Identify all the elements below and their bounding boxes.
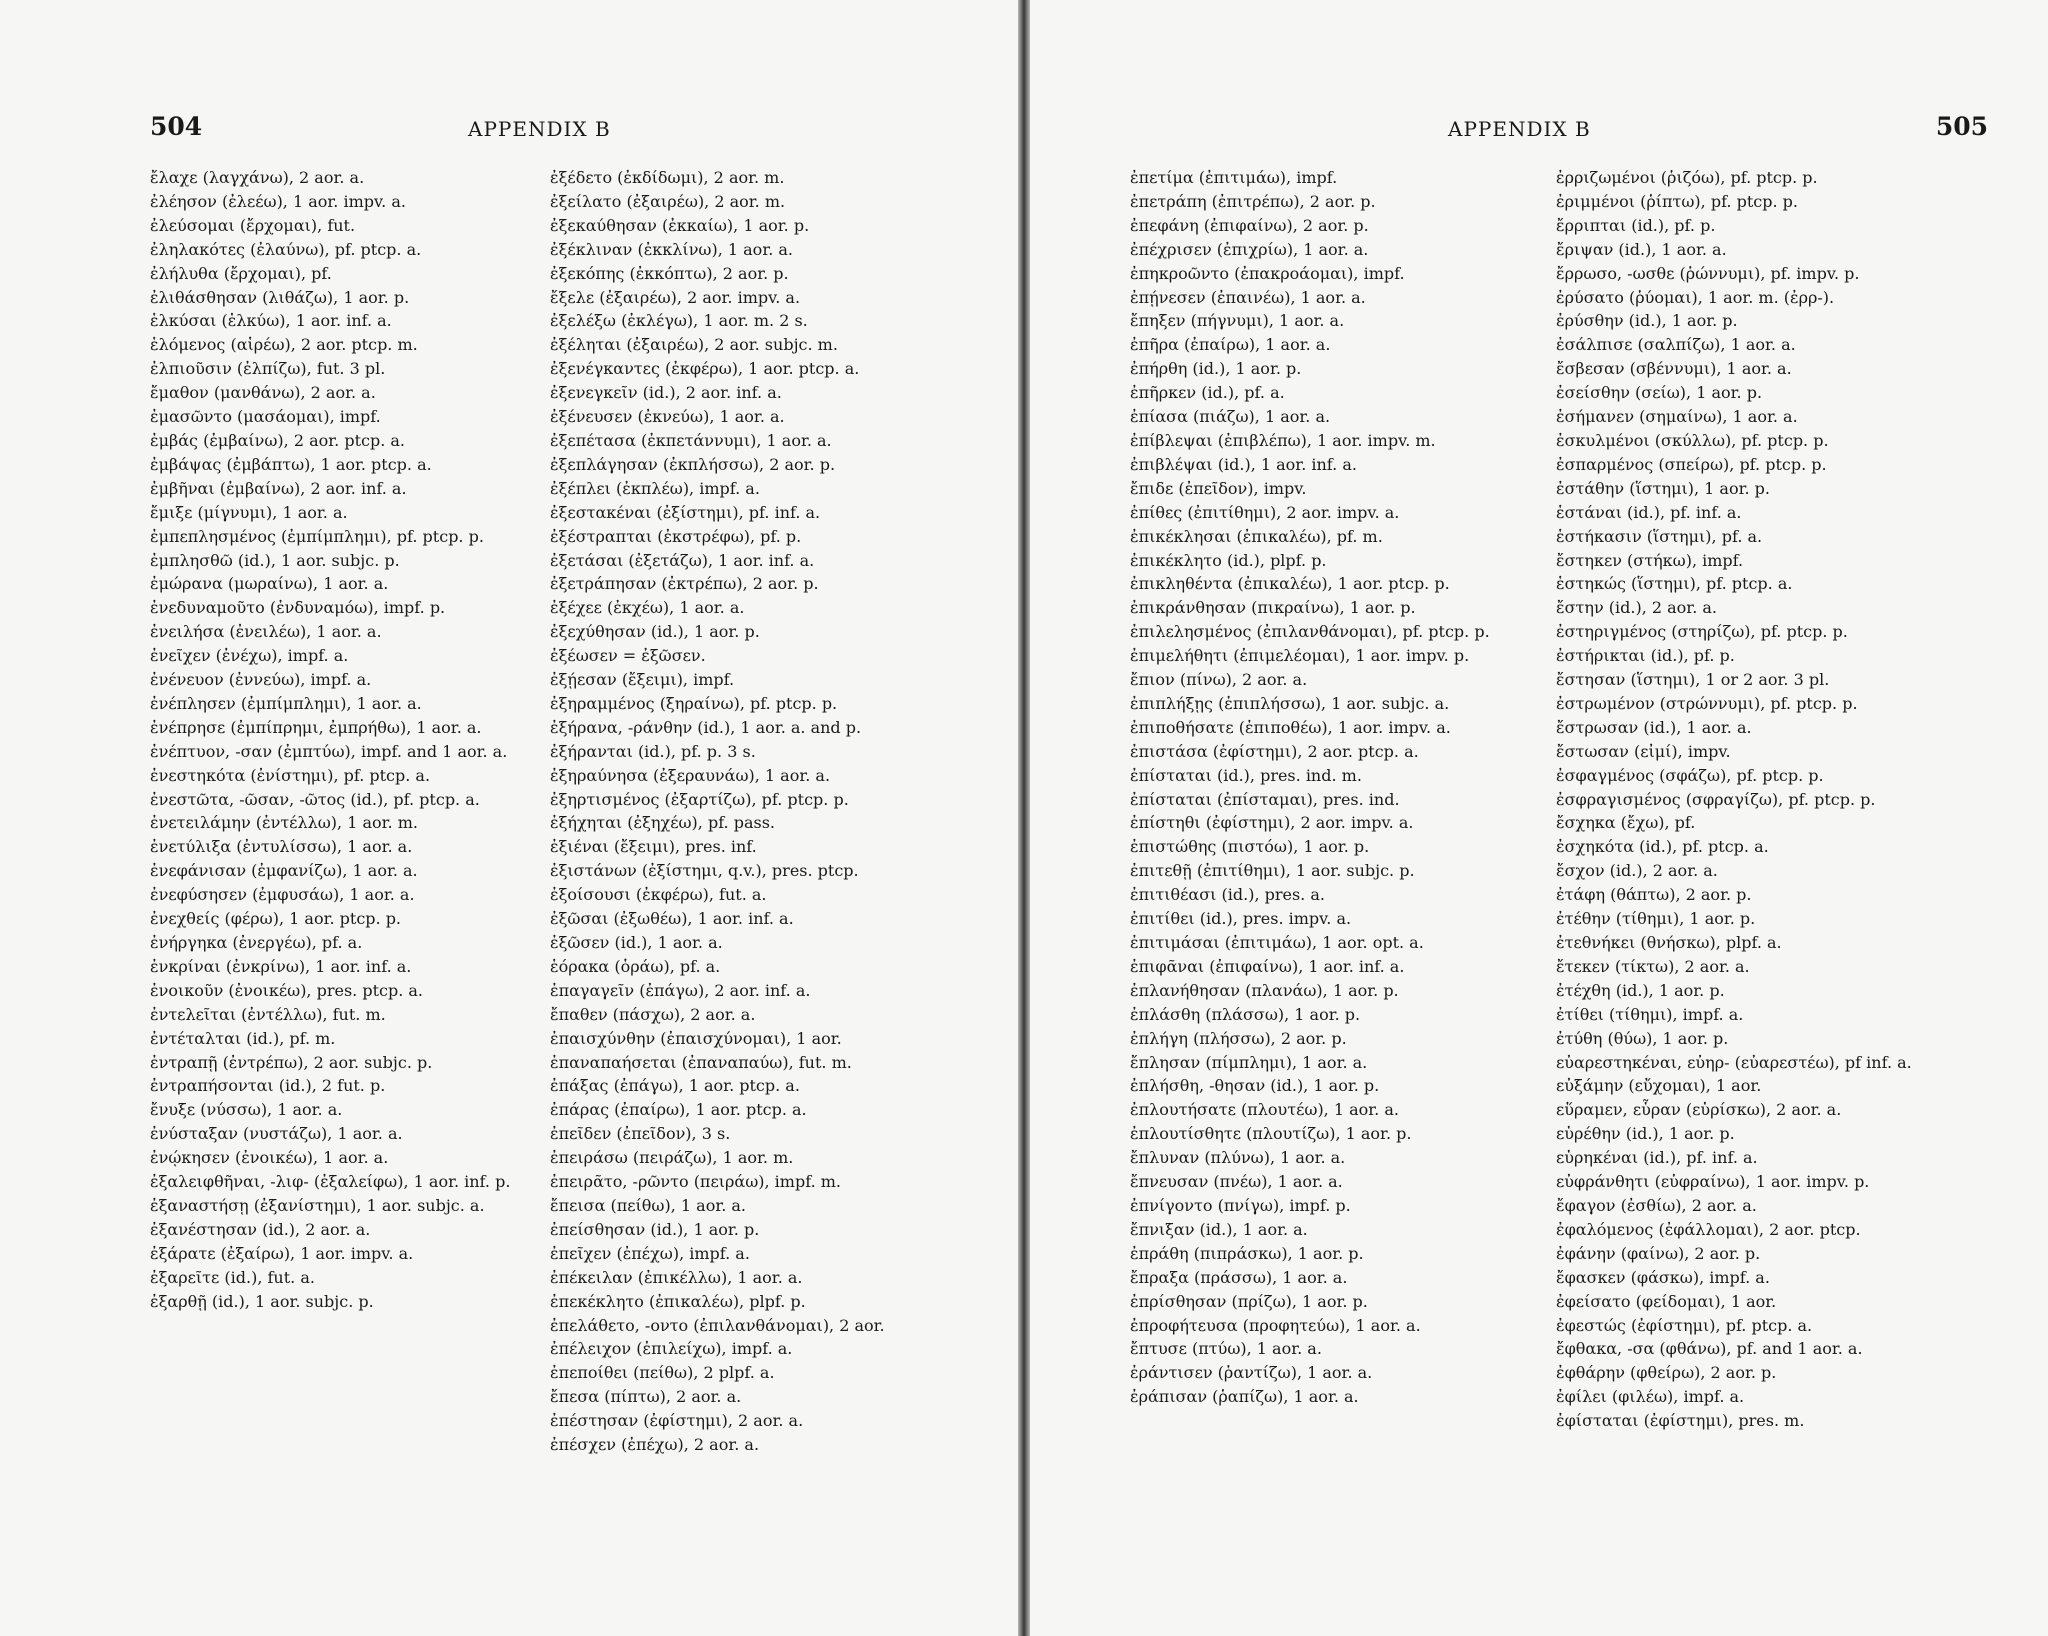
- dictionary-entry: ἐνεστῶτα, -ῶσαν, -ῶτος (id.), pf. ptcp. a.: [150, 789, 480, 809]
- dictionary-entry: ἐτύθη (θύω), 1 aor. p.: [1556, 1028, 1729, 1048]
- dictionary-entry: ἐπιφᾶναι (ἐπιφαίνω), 1 aor. inf. a.: [1130, 956, 1405, 976]
- dictionary-entry: ἐπῄνεσεν (ἐπαινέω), 1 aor. a.: [1130, 287, 1366, 307]
- left-page-header: [0, 112, 1018, 148]
- dictionary-entry: ἐξέδετο (ἐκδίδωμι), 2 aor. m.: [550, 168, 785, 187]
- dictionary-entry: ἐπέστησαν (ἐφίστημι), 2 aor. a.: [550, 1411, 804, 1431]
- dictionary-entry: ἐπιτιθέασι (id.), pres. a.: [1130, 885, 1325, 905]
- left-page: [0, 0, 1018, 1636]
- dictionary-entry: ἐπαναπαήσεται (ἐπαναπαύω), fut. m.: [550, 1052, 852, 1072]
- running-head: APPENDIX B: [1448, 117, 1591, 141]
- dictionary-entry: ἐστηριγμένος (στηρίζω), pf. ptcp. p.: [1556, 622, 1848, 642]
- dictionary-entry: ἔμιξε (μίγνυμι), 1 aor. a.: [150, 502, 348, 522]
- dictionary-entry: ἔστην (id.), 2 aor. a.: [1556, 598, 1717, 618]
- dictionary-entry: ἑστήκασιν (ἵστημι), pf. a.: [1556, 526, 1763, 546]
- dictionary-entry: ἐπειρᾶτο, -ρῶντο (πειράω), impf. m.: [550, 1172, 841, 1192]
- dictionary-entry: ἔφασκεν (φάσκω), impf. a.: [1556, 1267, 1770, 1287]
- dictionary-entry: ἐπάξας (ἐπάγω), 1 aor. ptcp. a.: [550, 1076, 800, 1096]
- dictionary-entry: ἐξήχηται (ἐξηχέω), pf. pass.: [550, 813, 776, 833]
- dictionary-entry: ἔσχον (id.), 2 aor. a.: [1556, 861, 1718, 881]
- dictionary-entry: ἐξανέστησαν (id.), 2 aor. a.: [150, 1219, 371, 1239]
- dictionary-entry: ἐπετίμα (ἐπιτιμάω), impf.: [1130, 168, 1338, 187]
- dictionary-entry: ἐτίθει (τίθημι), impf. a.: [1556, 1004, 1744, 1024]
- dictionary-entry: ἐπλήγη (πλήσσω), 2 aor. p.: [1130, 1028, 1347, 1048]
- dictionary-entry: ἐστρωμένον (στρώννυμι), pf. ptcp. p.: [1556, 693, 1858, 713]
- dictionary-entry: ἔπραξα (πράσσω), 1 aor. a.: [1130, 1267, 1348, 1287]
- dictionary-entry: ἐπιμελήθητι (ἐπιμελέομαι), 1 aor. impv. p.: [1130, 646, 1470, 666]
- dictionary-entry: ἐφάνην (φαίνω), 2 aor. p.: [1556, 1243, 1761, 1263]
- dictionary-entry: ἐνεστηκότα (ἐνίστημι), pf. ptcp. a.: [150, 765, 431, 785]
- dictionary-entry: ἔστρωσαν (id.), 1 aor. a.: [1556, 717, 1752, 737]
- dictionary-entry: ἐφείσατο (φείδομαι), 1 aor.: [1556, 1291, 1777, 1311]
- dictionary-entry: ἐξετάσαι (ἐξετάζω), 1 aor. inf. a.: [550, 550, 815, 570]
- dictionary-entry: ἐπράθη (πιπράσκω), 1 aor. p.: [1130, 1243, 1364, 1263]
- dictionary-entry: ἐμασῶντο (μασάομαι), impf.: [150, 407, 381, 427]
- page-number: 505: [1935, 112, 1988, 141]
- dictionary-entry: ἐσκυλμένοι (σκύλλω), pf. ptcp. p.: [1556, 430, 1829, 450]
- dictionary-entry: εὑρηκέναι (id.), pf. inf. a.: [1556, 1148, 1758, 1168]
- dictionary-entry: εὐξάμην (εὔχομαι), 1 aor.: [1556, 1076, 1762, 1096]
- dictionary-entry: ἐξεχύθησαν (id.), 1 aor. p.: [550, 622, 760, 642]
- dictionary-entry: ἐπιποθήσατε (ἐπιποθέω), 1 aor. impv. a.: [1130, 717, 1451, 737]
- dictionary-entry: ἐρριζωμένοι (ῥιζόω), pf. ptcp. p.: [1556, 168, 1818, 187]
- dictionary-entry: ἐπλουτήσατε (πλουτέω), 1 aor. a.: [1130, 1100, 1399, 1120]
- dictionary-entry: ἐπιστάσα (ἐφίστημι), 2 aor. ptcp. a.: [1130, 741, 1419, 761]
- dictionary-entry: ἐπῆρκεν (id.), pf. a.: [1130, 383, 1285, 403]
- right-column-1: [1130, 166, 1530, 1409]
- dictionary-entry: ἐπιστώθης (πιστόω), 1 aor. p.: [1130, 837, 1370, 857]
- dictionary-entry: ἐνκρίναι (ἐνκρίνω), 1 aor. inf. a.: [150, 956, 412, 976]
- dictionary-entry: ἐπλουτίσθητε (πλουτίζω), 1 aor. p.: [1130, 1124, 1412, 1144]
- dictionary-entry: ἔπαθεν (πάσχω), 2 aor. a.: [550, 1004, 756, 1024]
- dictionary-entry: ἐξήρανα, -ράνθην (id.), 1 aor. a. and p.: [550, 717, 862, 737]
- dictionary-entry: ἔπλυναν (πλύνω), 1 aor. a.: [1130, 1148, 1346, 1168]
- dictionary-entry: ἐξιέναι (ἔξειμι), pres. inf.: [550, 837, 757, 857]
- dictionary-entry: ἐπικράνθησαν (πικραίνω), 1 aor. p.: [1130, 598, 1416, 618]
- dictionary-entry: ἔπλησαν (πίμπλημι), 1 aor. a.: [1130, 1052, 1368, 1072]
- left-column-2: [550, 166, 946, 1457]
- dictionary-entry: ἐσήμανεν (σημαίνω), 1 aor. a.: [1556, 407, 1798, 427]
- dictionary-entry: ἐσάλπισε (σαλπίζω), 1 aor. a.: [1556, 335, 1796, 355]
- dictionary-entry: ἐπλανήθησαν (πλανάω), 1 aor. p.: [1130, 980, 1399, 1000]
- running-head: APPENDIX B: [468, 117, 611, 141]
- dictionary-entry: ἐξέπλει (ἐκπλέω), impf. a.: [550, 478, 760, 498]
- dictionary-entry: ἐνένευον (ἐννεύω), impf. a.: [150, 670, 372, 690]
- dictionary-entry: ἐπεῖδεν (ἐπεῖδον), 3 s.: [550, 1124, 731, 1144]
- dictionary-entry: εὐφράνθητι (εὐφραίνω), 1 aor. impv. p.: [1556, 1172, 1870, 1192]
- dictionary-entry: ἔπτυσε (πτύω), 1 aor. a.: [1130, 1339, 1322, 1359]
- dictionary-entry: ἐνύσταξαν (νυστάζω), 1 aor. a.: [150, 1124, 403, 1144]
- dictionary-entry: ἐξηραμμένος (ξηραίνω), pf. ptcp. p.: [550, 693, 838, 713]
- dictionary-entry: ἐμώρανα (μωραίνω), 1 aor. a.: [150, 574, 389, 594]
- dictionary-entry: ἐνεφύσησεν (ἐμφυσάω), 1 aor. a.: [150, 885, 415, 905]
- dictionary-entry: ἐξῶσεν (id.), 1 aor. a.: [550, 933, 723, 952]
- dictionary-entry: ἐστάθην (ἵστημι), 1 aor. p.: [1556, 478, 1770, 498]
- dictionary-entry: ἐσείσθην (σείω), 1 aor. p.: [1556, 383, 1763, 403]
- dictionary-entry: ἔτεκεν (τίκτω), 2 aor. a.: [1556, 956, 1750, 976]
- dictionary-entry: ἐφαλόμενος (ἐφάλλομαι), 2 aor. ptcp.: [1556, 1219, 1861, 1239]
- dictionary-entry: ἐσφαγμένος (σφάζω), pf. ptcp. p.: [1556, 765, 1824, 785]
- dictionary-entry: ἔριψαν (id.), 1 aor. a.: [1556, 239, 1727, 259]
- dictionary-entry: ἐπέλειχον (ἐπιλείχω), impf. a.: [550, 1339, 793, 1359]
- page-number: 504: [150, 112, 203, 141]
- dictionary-entry: ἐξενέγκαντες (ἐκφέρω), 1 aor. ptcp. a.: [550, 359, 860, 379]
- dictionary-entry: ἐπικέκλησαι (ἐπικαλέω), pf. m.: [1130, 526, 1383, 546]
- dictionary-entry: ἔφθακα, -σα (φθάνω), pf. and 1 aor. a.: [1556, 1339, 1863, 1359]
- dictionary-entry: ἐνεῖχεν (ἐνέχω), impf. a.: [150, 646, 349, 666]
- dictionary-entry: ἐράπισαν (ῥαπίζω), 1 aor. a.: [1130, 1387, 1359, 1407]
- dictionary-entry: ἐξεπλάγησαν (ἐκπλήσσω), 2 aor. p.: [550, 454, 836, 474]
- dictionary-entry: ἐνέπτυον, -σαν (ἐμπτύω), impf. and 1 aor. a.: [150, 741, 508, 761]
- dictionary-entry: ἐμπλησθῶ (id.), 1 aor. subjc. p.: [150, 550, 400, 570]
- dictionary-entry: ἐπίθες (ἐπιτίθημι), 2 aor. impv. a.: [1130, 502, 1400, 522]
- dictionary-entry: ἐντραπήσονται (id.), 2 fut. p.: [150, 1076, 386, 1096]
- dictionary-entry: ἐξεστακέναι (ἐξίστημι), pf. inf. a.: [550, 502, 821, 522]
- dictionary-entry: ἑστηκώς (ἵστημι), pf. ptcp. a.: [1556, 574, 1793, 594]
- dictionary-entry: ἐνοικοῦν (ἐνοικέω), pres. ptcp. a.: [150, 980, 424, 1000]
- dictionary-entry: ἐρύσθην (id.), 1 aor. p.: [1556, 311, 1738, 331]
- dictionary-entry: ἐπήρθη (id.), 1 aor. p.: [1130, 359, 1302, 379]
- dictionary-entry: ἐπιπλήξῃς (ἐπιπλήσσω), 1 aor. subjc. a.: [1130, 693, 1450, 713]
- dictionary-entry: ἐπέχρισεν (ἐπιχρίω), 1 aor. a.: [1130, 239, 1369, 259]
- dictionary-entry: ἐξαλειφθῆναι, -λιφ- (ἐξαλείφω), 1 aor. inf. p.: [150, 1172, 511, 1192]
- dictionary-entry: ἐσφραγισμένος (σφραγίζω), pf. ptcp. p.: [1556, 789, 1876, 809]
- dictionary-entry: ἔπνιξαν (id.), 1 aor. a.: [1130, 1219, 1308, 1239]
- dictionary-entry: ἐπέσχεν (ἐπέχω), 2 aor. a.: [550, 1435, 760, 1455]
- dictionary-entry: ἐτάφη (θάπτω), 2 aor. p.: [1556, 885, 1752, 905]
- left-column-1: [150, 166, 526, 1314]
- right-page: [1030, 0, 2048, 1636]
- dictionary-entry: ἐνειλήσα (ἐνειλέω), 1 aor. a.: [150, 622, 382, 642]
- dictionary-entry: εὕραμεν, εὗραν (εὑρίσκω), 2 aor. a.: [1556, 1100, 1842, 1120]
- book-gutter: [1018, 0, 1030, 1636]
- dictionary-entry: ἐνεδυναμοῦτο (ἐνδυναμόω), impf. p.: [150, 598, 446, 618]
- dictionary-entry: ἐπιτιμάσαι (ἐπιτιμάω), 1 aor. opt. a.: [1130, 933, 1424, 952]
- dictionary-entry: ἔνυξε (νύσσω), 1 aor. a.: [150, 1100, 343, 1120]
- right-column-2: [1556, 166, 1988, 1433]
- dictionary-entry: ἔσχηκα (ἔχω), pf.: [1556, 813, 1696, 833]
- dictionary-entry: ἐλπιοῦσιν (ἐλπίζω), fut. 3 pl.: [150, 359, 386, 379]
- dictionary-entry: ἐνεφάνισαν (ἐμφανίζω), 1 aor. a.: [150, 861, 418, 881]
- dictionary-entry: ἐληλακότες (ἐλαύνω), pf. ptcp. a.: [150, 239, 422, 259]
- dictionary-entry: ἑστάναι (id.), pf. inf. a.: [1556, 502, 1742, 522]
- dictionary-entry: ἐξελέξω (ἐκλέγω), 1 aor. m. 2 s.: [550, 311, 808, 331]
- dictionary-entry: εὐαρεστηκέναι, εὐηρ- (εὐαρεστέω), pf inf. a.: [1556, 1052, 1912, 1072]
- dictionary-entry: ἐπικληθέντα (ἐπικαλέω), 1 aor. ptcp. p.: [1130, 574, 1450, 594]
- dictionary-entry: ἔξελε (ἐξαιρέω), 2 aor. impv. a.: [550, 287, 801, 307]
- dictionary-entry: ἐνεχθείς (φέρω), 1 aor. ptcp. p.: [150, 909, 402, 929]
- dictionary-entry: ἐνετειλάμην (ἐντέλλω), 1 aor. m.: [150, 813, 418, 833]
- dictionary-entry: ἐνετύλιξα (ἐντυλίσσω), 1 aor. a.: [150, 837, 413, 857]
- dictionary-entry: ἐπίστηθι (ἐφίστημι), 2 aor. impv. a.: [1130, 813, 1414, 833]
- dictionary-entry: ἐξέκλιναν (ἐκκλίνω), 1 aor. a.: [550, 239, 793, 259]
- dictionary-entry: ἐξεκαύθησαν (ἐκκαίω), 1 aor. p.: [550, 215, 810, 235]
- dictionary-entry: ἐπῆρα (ἐπαίρω), 1 aor. a.: [1130, 335, 1331, 355]
- dictionary-entry: ἐξαρεῖτε (id.), fut. a.: [150, 1267, 315, 1287]
- dictionary-entry: ἔμαθον (μανθάνω), 2 aor. a.: [150, 383, 376, 403]
- dictionary-entry: ἐπίβλεψαι (ἐπιβλέπω), 1 aor. impv. m.: [1130, 430, 1436, 450]
- dictionary-entry: ἐπιλελησμένος (ἐπιλανθάνομαι), pf. ptcp. p.: [1130, 622, 1490, 642]
- dictionary-entry: ἐξῄεσαν (ἔξειμι), impf.: [550, 670, 735, 690]
- dictionary-entry: ἐντέταλται (id.), pf. m.: [150, 1028, 336, 1048]
- dictionary-entry: ἐπιτεθῇ (ἐπιτίθημι), 1 aor. subjc. p.: [1130, 861, 1415, 881]
- dictionary-entry: ἐνέπρησε (ἐμπίπρημι, ἐμπρήθω), 1 aor. a.: [150, 717, 482, 737]
- dictionary-entry: ἐπείσθησαν (id.), 1 aor. p.: [550, 1219, 760, 1239]
- dictionary-entry: ἐρύσατο (ῥύομαι), 1 aor. m. (ἐρρ-).: [1556, 287, 1835, 307]
- dictionary-entry: ἐπαγαγεῖν (ἐπάγω), 2 aor. inf. a.: [550, 980, 811, 1000]
- dictionary-entry: ἐπεῖχεν (ἐπέχω), impf. a.: [550, 1243, 750, 1263]
- dictionary-entry: ἐντραπῇ (ἐντρέπω), 2 aor. subjc. p.: [150, 1052, 433, 1072]
- dictionary-entry: ἐξενεγκεῖν (id.), 2 aor. inf. a.: [550, 383, 782, 403]
- dictionary-entry: ἔστησαν (ἵστημι), 1 or 2 aor. 3 pl.: [1556, 670, 1830, 690]
- dictionary-entry: ἐπάρας (ἐπαίρω), 1 aor. ptcp. a.: [550, 1100, 807, 1120]
- dictionary-entry: ἐτεθνήκει (θνήσκω), plpf. a.: [1556, 933, 1782, 952]
- dictionary-entry: ἐπροφήτευσα (προφητεύω), 1 aor. a.: [1130, 1315, 1421, 1335]
- dictionary-entry: ἐξιστάνων (ἐξίστημι, q.v.), pres. ptcp.: [550, 861, 859, 881]
- dictionary-entry: ἐξένευσεν (ἐκνεύω), 1 aor. a.: [550, 407, 785, 427]
- dictionary-entry: ἐξαρθῇ (id.), 1 aor. subjc. p.: [150, 1291, 374, 1311]
- dictionary-entry: ἐλιθάσθησαν (λιθάζω), 1 aor. p.: [150, 287, 410, 307]
- dictionary-entry: ἐπεποίθει (πείθω), 2 plpf. a.: [550, 1363, 775, 1383]
- dictionary-entry: ἐσχηκότα (id.), pf. ptcp. a.: [1556, 837, 1769, 857]
- dictionary-entry: ἐπλάσθη (πλάσσω), 1 aor. p.: [1130, 1004, 1361, 1024]
- dictionary-entry: ἐπνίγοντο (πνίγω), impf. p.: [1130, 1195, 1351, 1215]
- dictionary-entry: ἐπίασα (πιάζω), 1 aor. a.: [1130, 407, 1331, 427]
- dictionary-entry: ἐμβάς (ἐμβαίνω), 2 aor. ptcp. a.: [150, 430, 405, 450]
- dictionary-entry: ἐφίλει (φιλέω), impf. a.: [1556, 1387, 1745, 1407]
- dictionary-entry: ἐπεκέκλητο (ἐπικαλέω), plpf. p.: [550, 1291, 806, 1311]
- dictionary-entry: ἐξηρτισμένος (ἐξαρτίζω), pf. ptcp. p.: [550, 789, 849, 809]
- dictionary-entry: ἐνέπλησεν (ἐμπίμπλημι), 1 aor. a.: [150, 693, 422, 713]
- dictionary-entry: ἐξαναστήσῃ (ἐξανίστημι), 1 aor. subjc. a.: [150, 1195, 485, 1215]
- dictionary-entry: ἔρριπται (id.), pf. p.: [1556, 215, 1716, 235]
- dictionary-entry: ἐφεστώς (ἐφίστημι), pf. ptcp. a.: [1556, 1315, 1813, 1335]
- dictionary-entry: ἔφαγον (ἐσθίω), 2 aor. a.: [1556, 1195, 1757, 1215]
- dictionary-entry: ἔστωσαν (εἰμί), impv.: [1556, 741, 1731, 761]
- dictionary-entry: ἔρρωσο, -ωσθε (ῥώννυμι), pf. impv. p.: [1556, 263, 1860, 283]
- dictionary-entry: ἐπειράσω (πειράζω), 1 aor. m.: [550, 1148, 794, 1168]
- dictionary-entry: ἐξέωσεν = ἐξῶσεν.: [550, 646, 706, 666]
- dictionary-entry: ἐσπαρμένος (σπείρω), pf. ptcp. p.: [1556, 454, 1827, 474]
- dictionary-entry: ἐξέστραπται (ἐκστρέφω), pf. p.: [550, 526, 802, 546]
- dictionary-entry: ἐπελάθετο, -οντο (ἐπιλανθάνομαι), 2 aor.: [550, 1315, 885, 1335]
- dictionary-entry: ἐπλήσθη, -θησαν (id.), 1 aor. p.: [1130, 1076, 1380, 1096]
- dictionary-entry: ἑλκύσαι (ἑλκύω), 1 aor. inf. a.: [150, 311, 392, 331]
- dictionary-entry: ἐπετράπη (ἐπιτρέπω), 2 aor. p.: [1130, 191, 1376, 211]
- dictionary-entry: ἐμπεπλησμένος (ἐμπίμπλημι), pf. ptcp. p.: [150, 526, 484, 546]
- dictionary-entry: ἐπαισχύνθην (ἐπαισχύνομαι), 1 aor.: [550, 1028, 842, 1048]
- dictionary-entry: ἐξάρατε (ἐξαίρω), 1 aor. impv. a.: [150, 1243, 414, 1263]
- dictionary-entry: ἐξείλατο (ἐξαιρέω), 2 aor. m.: [550, 191, 786, 211]
- dictionary-entry: ἔστηκεν (στήκω), impf.: [1556, 550, 1744, 570]
- dictionary-entry: ἑόρακα (ὁράω), pf. a.: [550, 956, 721, 976]
- dictionary-entry: ἐξήρανται (id.), pf. p. 3 s.: [550, 741, 756, 761]
- dictionary-entry: ἐστήρικται (id.), pf. p.: [1556, 646, 1735, 666]
- dictionary-entry: ἐτέθην (τίθημι), 1 aor. p.: [1556, 909, 1756, 929]
- dictionary-entry: ἑλόμενος (αἱρέω), 2 aor. ptcp. m.: [150, 335, 418, 355]
- dictionary-entry: ἐξηραύνησα (ἐξεραυνάω), 1 aor. a.: [550, 765, 831, 785]
- dictionary-entry: ἐφθάρην (φθείρω), 2 aor. p.: [1556, 1363, 1777, 1383]
- dictionary-entry: ἐξέληται (ἐξαιρέω), 2 aor. subjc. m.: [550, 335, 838, 355]
- dictionary-entry: ἐτέχθη (id.), 1 aor. p.: [1556, 980, 1725, 1000]
- dictionary-entry: ἐπιτίθει (id.), pres. impv. a.: [1130, 909, 1352, 929]
- dictionary-entry: ἔπεισα (πείθω), 1 aor. a.: [550, 1195, 747, 1215]
- dictionary-entry: ἔλαχε (λαγχάνω), 2 aor. a.: [150, 168, 365, 187]
- dictionary-entry: ἐξοίσουσι (ἐκφέρω), fut. a.: [550, 885, 767, 905]
- dictionary-entry: ἐξετράπησαν (ἐκτρέπω), 2 aor. p.: [550, 574, 819, 594]
- dictionary-entry: ἐπρίσθησαν (πρίζω), 1 aor. p.: [1130, 1291, 1368, 1311]
- dictionary-entry: ἐμβάψας (ἐμβάπτω), 1 aor. ptcp. a.: [150, 454, 432, 474]
- dictionary-entry: ἐξῶσαι (ἐξωθέω), 1 aor. inf. a.: [550, 909, 794, 929]
- dictionary-entry: ἐπηκροῶντο (ἐπακροάομαι), impf.: [1130, 263, 1405, 283]
- dictionary-entry: ἔπνευσαν (πνέω), 1 aor. a.: [1130, 1172, 1343, 1192]
- dictionary-entry: ἐριμμένοι (ῥίπτω), pf. ptcp. p.: [1556, 191, 1798, 211]
- dictionary-entry: ἐλήλυθα (ἔρχομαι), pf.: [150, 263, 332, 283]
- right-page-header: [1030, 112, 2048, 148]
- dictionary-entry: ἐράντισεν (ῥαντίζω), 1 aor. a.: [1130, 1363, 1373, 1383]
- dictionary-entry: ἐλέησον (ἐλεέω), 1 aor. impv. a.: [150, 191, 406, 211]
- dictionary-entry: ἐντελεῖται (ἐντέλλω), fut. m.: [150, 1004, 386, 1024]
- dictionary-entry: ἔπεσα (πίπτω), 2 aor. a.: [550, 1387, 742, 1407]
- dictionary-entry: ἐπεφάνη (ἐπιφαίνω), 2 aor. p.: [1130, 215, 1369, 235]
- dictionary-entry: ἐμβῆναι (ἐμβαίνω), 2 aor. inf. a.: [150, 478, 407, 498]
- dictionary-entry: ἔσβεσαν (σβέννυμι), 1 aor. a.: [1556, 359, 1792, 379]
- dictionary-entry: ἐπιβλέψαι (id.), 1 aor. inf. a.: [1130, 454, 1357, 474]
- dictionary-entry: ἐπίσταται (ἐπίσταμαι), pres. ind.: [1130, 789, 1400, 809]
- dictionary-entry: ἐξεπέτασα (ἐκπετάννυμι), 1 aor. a.: [550, 430, 832, 450]
- dictionary-entry: ἐφίσταται (ἐφίστημι), pres. m.: [1556, 1411, 1805, 1431]
- dictionary-entry: ἐνήργηκα (ἐνεργέω), pf. a.: [150, 933, 363, 952]
- dictionary-entry: ἐξέχεε (ἐκχέω), 1 aor. a.: [550, 598, 745, 618]
- dictionary-entry: ἐπίσταται (id.), pres. ind. m.: [1130, 765, 1362, 785]
- dictionary-entry: ἐνῴκησεν (ἐνοικέω), 1 aor. a.: [150, 1148, 389, 1168]
- dictionary-entry: ἐπικέκλητο (id.), plpf. p.: [1130, 550, 1327, 570]
- dictionary-entry: εὑρέθην (id.), 1 aor. p.: [1556, 1124, 1735, 1144]
- dictionary-entry: ἔπιδε (ἐπεῖδον), impv.: [1130, 478, 1307, 498]
- dictionary-entry: ἐξεκόπης (ἐκκόπτω), 2 aor. p.: [550, 263, 789, 283]
- dictionary-entry: ἐπέκειλαν (ἐπικέλλω), 1 aor. a.: [550, 1267, 803, 1287]
- dictionary-entry: ἐλεύσομαι (ἔρχομαι), fut.: [150, 215, 356, 235]
- dictionary-entry: ἔπιον (πίνω), 2 aor. a.: [1130, 670, 1308, 690]
- dictionary-entry: ἔπηξεν (πήγνυμι), 1 aor. a.: [1130, 311, 1345, 331]
